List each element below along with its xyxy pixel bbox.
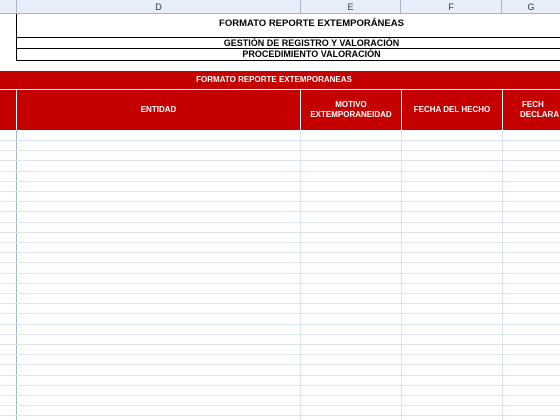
grid-row-line — [0, 375, 560, 376]
column-header-gutter[interactable] — [0, 0, 17, 14]
grid-row-line — [0, 303, 560, 304]
grid-row-line — [0, 344, 560, 345]
grid-row-line — [0, 252, 560, 253]
report-subtitle-procedure: PROCEDIMIENTO VALORACIÓN — [242, 49, 381, 59]
grid-row-line — [0, 232, 560, 233]
grid-column-line — [502, 130, 503, 420]
spreadsheet-grid[interactable] — [0, 130, 560, 420]
grid-row-line — [0, 171, 560, 172]
grid-row-line — [0, 140, 560, 141]
header-entidad-label: ENTIDAD — [140, 105, 177, 114]
column-header-g[interactable]: G — [502, 0, 560, 14]
header-fecha-hecho[interactable] — [402, 90, 502, 130]
report-banner-text: FORMATO REPORTE EXTEMPORANEAS — [196, 75, 352, 84]
grid-row-line — [0, 160, 560, 161]
header-fecha-decl-line1: FECH — [522, 100, 544, 109]
grid-row-line — [0, 395, 560, 396]
grid-row-line — [0, 150, 560, 151]
grid-row-line — [0, 222, 560, 223]
grid-row-line — [0, 334, 560, 335]
grid-row-line — [0, 405, 560, 406]
grid-row-line — [0, 385, 560, 386]
grid-column-line — [401, 130, 402, 420]
grid-row-line — [0, 273, 560, 274]
title-divider-3 — [17, 60, 560, 61]
grid-row-line — [0, 181, 560, 182]
header-fecha-declaracion[interactable] — [503, 90, 560, 130]
header-motivo-line2: EXTEMPORANEIDAD — [310, 110, 392, 119]
grid-row-line — [0, 313, 560, 314]
header-motivo-extemporaneidad[interactable] — [301, 90, 401, 130]
header-entidad[interactable] — [17, 90, 300, 130]
grid-row-line — [0, 242, 560, 243]
header-motivo-line1: MOTIVO — [335, 100, 367, 109]
report-main-title: FORMATO REPORTE EXTEMPORÁNEAS — [219, 18, 404, 29]
report-subtitle-process: GESTIÓN DE REGISTRO Y VALORACIÓN — [223, 38, 400, 48]
grid-row-line — [0, 262, 560, 263]
grid-column-line — [16, 130, 17, 420]
grid-row-line — [0, 283, 560, 284]
header-fecha-decl-line2: DECLARA — [520, 110, 560, 119]
grid-row-line — [0, 191, 560, 192]
grid-row-line — [0, 211, 560, 212]
grid-column-line — [300, 130, 301, 420]
column-header-f[interactable]: F — [401, 0, 502, 14]
grid-row-line — [0, 293, 560, 294]
grid-row-line — [0, 415, 560, 416]
header-fecha-hecho-label: FECHA DEL HECHO — [413, 105, 491, 114]
grid-row-line — [0, 354, 560, 355]
report-banner — [0, 71, 560, 89]
grid-row-line — [0, 324, 560, 325]
column-header-d[interactable]: D — [17, 0, 301, 14]
column-header-e[interactable]: E — [301, 0, 401, 14]
grid-row-line — [0, 364, 560, 365]
grid-row-line — [0, 201, 560, 202]
